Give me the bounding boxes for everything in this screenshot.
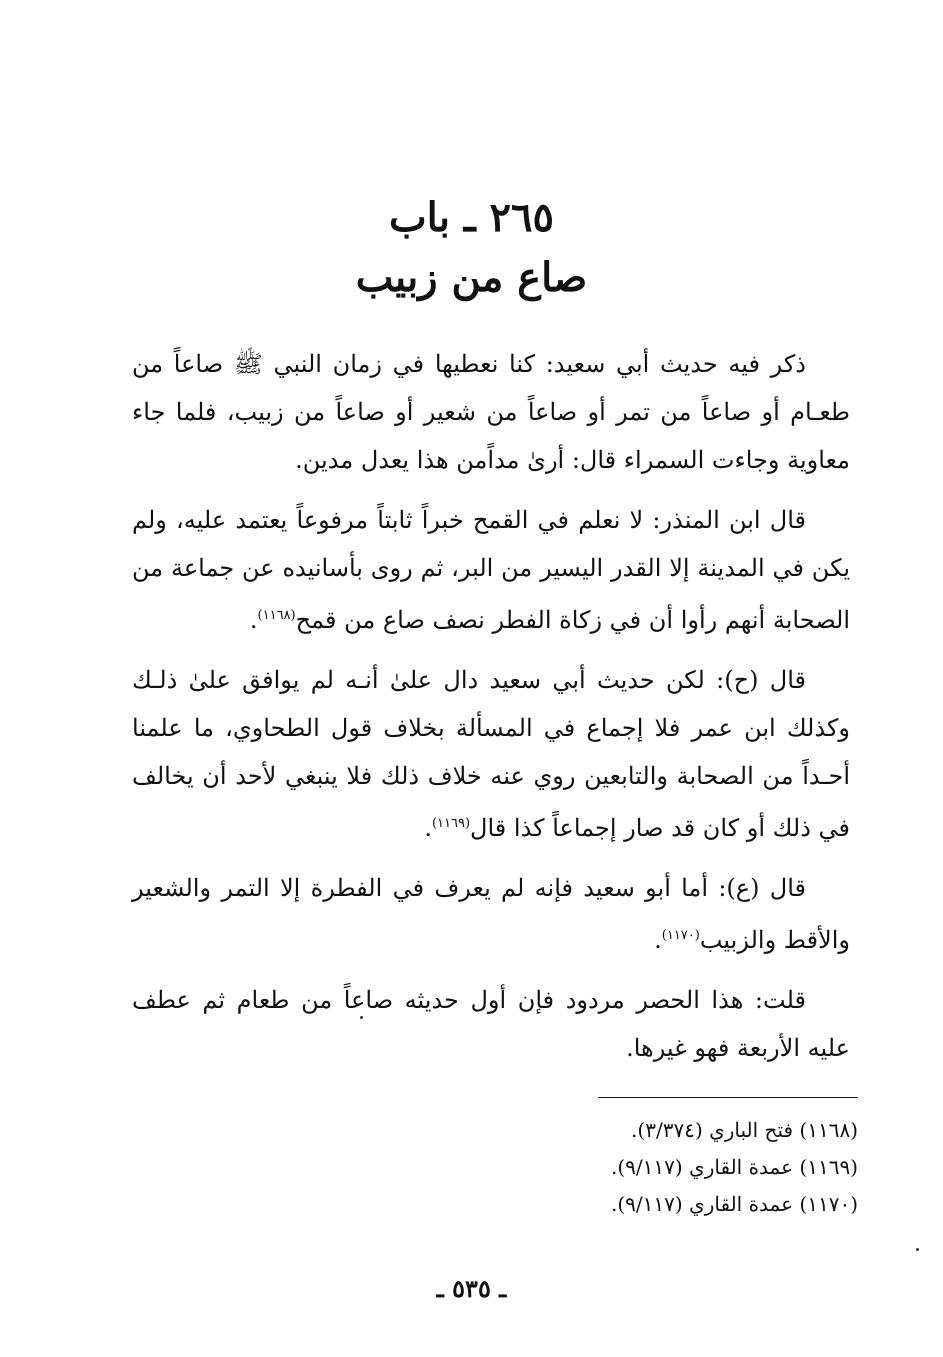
chapter-number: ٢٦٥ ـ باب (389, 194, 554, 241)
paragraph-text: قلت: هذا الحصر مردود فإن أول حديثه صاعاً من طعام ثم عطف عليه الأربعة فهو غيرها. (132, 986, 850, 1062)
chapter-heading (0, 188, 943, 308)
paragraph: قال ابن المنذر: لا نعلم في القمح خبراً ثابتاً مرفوعاً يعتمد عليه، ولم يكن في المدينة إلا القدر اليسير من البر، ثم روى بأسانيده عن جماعة من الصحابة أنهم رأوا أن في زكاة الفطر نصف صاع من قمح$^{(١١٦٨)}$. (132, 506, 850, 634)
paragraph-text: قال ابن المنذر: لا نعلم في القمح خبراً ثابتاً مرفوعاً يعتمد عليه، ولم يكن في المدينة إلا القدر اليسير من البر، ثم روى بأسانيده عن جماعة من الصحابة أنهم رأوا أن في زكاة الفطر نصف صاع من قمح (132, 506, 850, 634)
page-number: ـ ٥٣٥ ـ (436, 1274, 507, 1303)
scan-speck (916, 1248, 919, 1251)
chapter-title: صاع من زبيب (355, 254, 588, 301)
paragraph-text: قال (ح): لكن حديث أبي سعيد دال علىٰ أنـه لم يوافق علىٰ ذلـك وكذلك ابن عمر فلا إجماع في المسألة بخلاف قول الطحاوي، ما علمنا أحـداً من الصحابة والتابعين روي عنه خلاف ذلك فلا ينبغي لأحد أن يخالف في ذلك أو كان قد صار إجماعاً كذا قال (132, 666, 850, 842)
paragraph: قال (ح): لكن حديث أبي سعيد دال علىٰ أنـه لم يوافق علىٰ ذلـك وكذلك ابن عمر فلا إجماع في المسألة بخلاف قول الطحاوي، ما علمنا أحـداً من الصحابة والتابعين روي عنه خلاف ذلك فلا ينبغي لأحد أن يخالف في ذلك أو كان قد صار إجماعاً كذا قال$^{(١١٦٩)}$. (132, 666, 850, 842)
footnote-1170: (١١٧٠) عمدة القاري (٩/١١٧). (611, 1192, 858, 1216)
body-text (132, 340, 850, 1084)
paragraph (132, 976, 850, 1072)
scan-speck (360, 1016, 363, 1019)
footnote-1168: (١١٦٨) فتح الباري (٣/٣٧٤). (631, 1118, 858, 1142)
footnotes (438, 1112, 858, 1223)
paragraph-text: ذكر فيه حديث أبي سعيد: كنا نعطيها في زمان النبي ﷺ صاعاً من طعـام أو صاعاً من تمر أو صاعاً من شعير أو صاعاً من زبيب، فلما جاء معاوية وجاءت السمراء قال: أرىٰ مداًمن هذا يعدل مدين. (132, 350, 850, 474)
footnote-reference: (١١٦٩) (431, 816, 471, 831)
footnote-reference: (١١٧٠) (661, 928, 700, 943)
paragraph (132, 340, 850, 484)
footnote-1169: (١١٦٩) عمدة القاري (٩/١١٧). (611, 1155, 858, 1179)
paragraph: قال (ع): أما أبو سعيد فإنه لم يعرف في الفطرة إلا التمر والشعير والأقط والزبيب$^{(١١٧٠)}$. (132, 874, 850, 954)
footnote-divider (598, 1097, 858, 1098)
footnote-reference: (١١٦٨) (257, 608, 296, 623)
paragraph-text: قال (ع): أما أبو سعيد فإنه لم يعرف في الفطرة إلا التمر والشعير والأقط والزبيب (132, 874, 850, 954)
